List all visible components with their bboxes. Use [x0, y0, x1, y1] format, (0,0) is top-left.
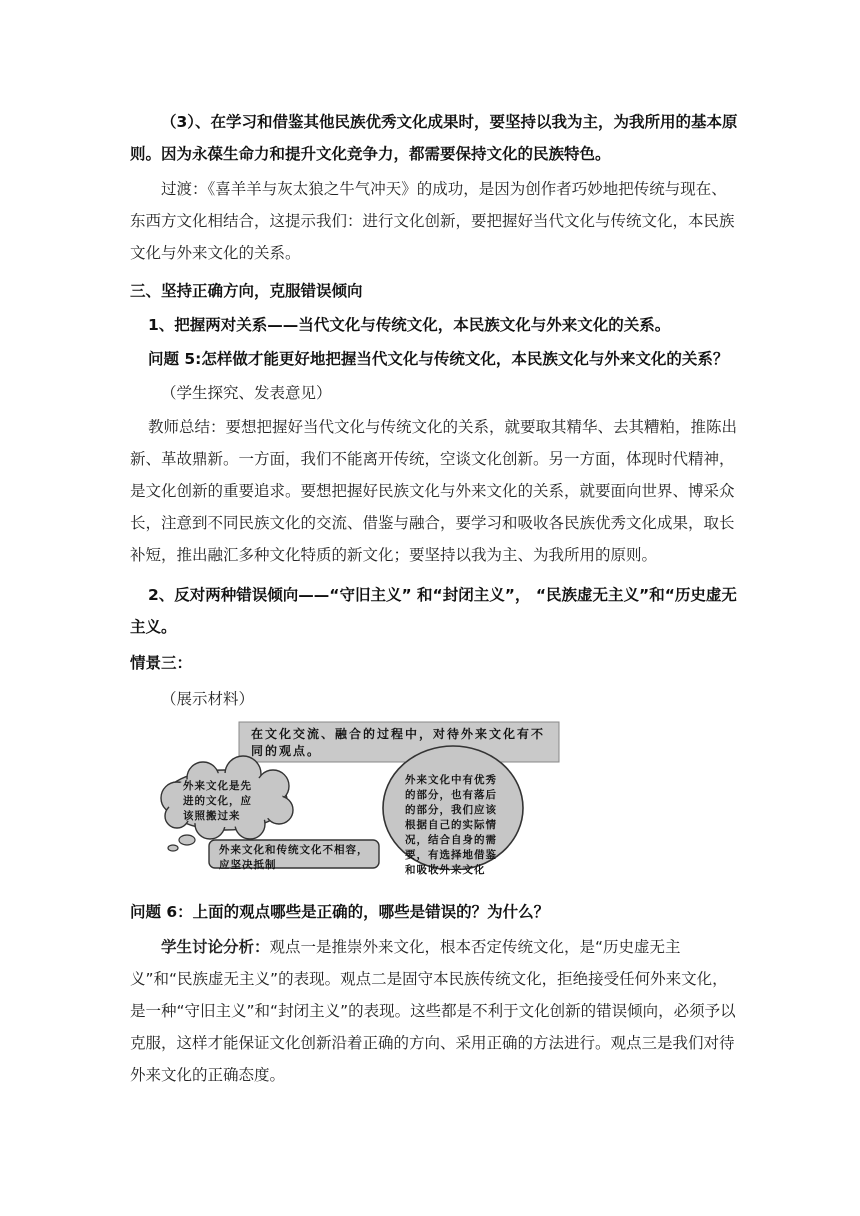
figure-top-text: 在文化交流、融合的过程中，对待外来文化有不同的观点。	[251, 727, 546, 758]
figure-right-text: 外来文化中有优秀的部分，也有落后的部分，我们应该根据自己的实际情况，结合自身的需要，有选择地借鉴和吸收外来文化	[405, 774, 497, 876]
paragraph-transition: 过渡：《喜羊羊与灰太狼之牛气冲天》的成功，是因为创作者巧妙地把传统与现在、东西方文化相结合，这提示我们：进行文化创新，要把握好当代文化与传统文化，本民族文化与外来文化的关系。	[130, 180, 735, 262]
cloud-tail-bubbles	[168, 835, 195, 851]
point-2-heading: 2、反对两种错误倾向——“守旧主义” 和“封闭主义”， “民族虚无主义”和“历史虚无主义。	[130, 586, 737, 636]
paragraph-principle: （3）、在学习和借鉴其他民族优秀文化成果时，要坚持以我为主，为我所用的基本原则。因为永葆生命力和提升文化竞争力，都需要保持文化的民族特色。	[130, 113, 738, 163]
student-explore-note: （学生探究、发表意见）	[161, 384, 332, 402]
point-1-heading: 1、把握两对关系——当代文化与传统文化，本民族文化与外来文化的关系。	[148, 316, 671, 334]
student-discussion	[130, 931, 742, 1091]
scenario-3-heading: 情景三：	[130, 654, 193, 672]
viewpoints-figure	[155, 720, 565, 876]
figure-left-text: 外来文化是先进的文化，应该照搬过来	[183, 780, 252, 822]
student-discussion-lead: 学生讨论分析：	[161, 938, 270, 956]
show-material-note: （展示材料）	[161, 690, 255, 708]
question-6: 问题 6：上面的观点哪些是正确的，哪些是错误的？为什么？	[130, 903, 550, 921]
student-discussion-body: 观点一是推崇外来文化，根本否定传统文化，是“历史虚无主义”和“民族虚无主义”的表现。观点二是固守本民族传统文化，拒绝接受任何外来文化，是一种“守旧主义”和“封闭主义”的表现。这些都是不利于文化创新的错误倾向，必须予以克服，这样才能保证文化创新沿着正确的方向、采用正确的方法进行。观点三是我们对待外来文化的正确态度。	[130, 938, 736, 1084]
section-heading-3: 三、坚持正确方向，克服错误倾向	[130, 282, 363, 300]
teacher-summary: 教师总结：要想把握好当代文化与传统文化的关系，就要取其精华、去其糟粕，推陈出新、革故鼎新。一方面，我们不能离开传统，空谈文化创新。另一方面，体现时代精神，是文化创新的重要追求。要想把握好民族文化与外来文化的关系，就要面向世界、博采众长，注意到不同民族文化的交流、借鉴与融合，要学习和吸收各民族优秀文化成果，取长补短，推出融汇多种文化特质的新文化；要坚持以我为主、为我所用的原则。	[130, 418, 738, 564]
figure-bottom-text: 外来文化和传统文化不相容，应坚决抵制	[219, 844, 369, 871]
question-5: 问题 5:怎样做才能更好地把握当代文化与传统文化，本民族文化与外来文化的关系？	[148, 350, 729, 368]
